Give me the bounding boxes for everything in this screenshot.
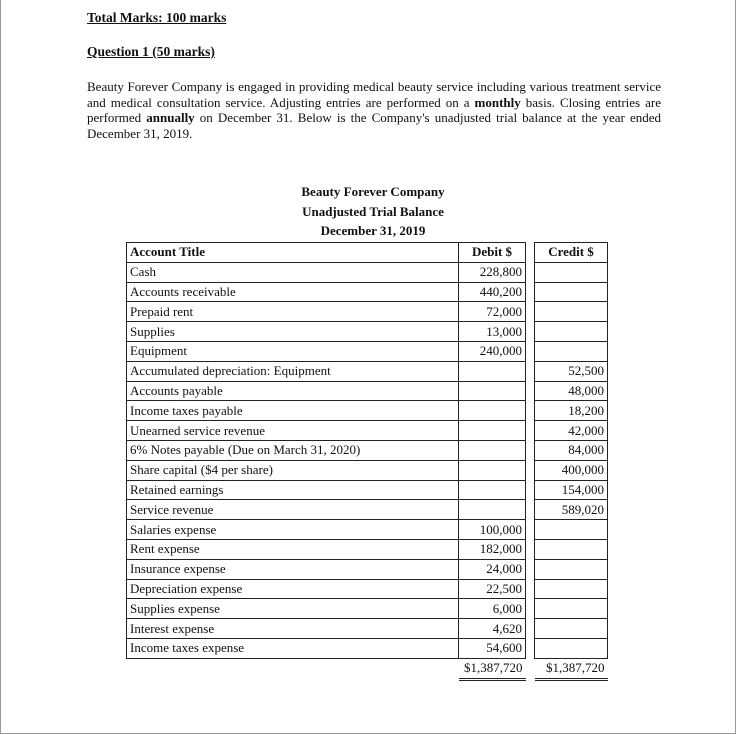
- credit-cell: [535, 579, 608, 599]
- table-row: [127, 421, 608, 441]
- intro-bold-annually: annually: [146, 110, 195, 125]
- column-gap: [526, 421, 535, 441]
- debit-cell: [459, 500, 526, 520]
- debit-cell: 22,500: [459, 579, 526, 599]
- column-gap: [526, 559, 535, 579]
- header-account-title: Account Title: [127, 243, 459, 263]
- credit-cell: [535, 302, 608, 322]
- credit-cell: [535, 282, 608, 302]
- totals-label-cell: [127, 658, 459, 679]
- table-row: [127, 579, 608, 599]
- table-row: [127, 559, 608, 579]
- debit-cell: [459, 440, 526, 460]
- account-title-cell: Supplies expense: [127, 599, 459, 619]
- column-gap: [526, 579, 535, 599]
- column-gap: [526, 658, 535, 679]
- column-gap: [526, 282, 535, 302]
- table-row: [127, 599, 608, 619]
- intro-text-1: Beauty Forever Company is engaged in providing medical beauty service including various treatment service and medical consultation service. Adjusting entries are performed on a: [87, 79, 661, 110]
- column-gap: [526, 361, 535, 381]
- table-row: [127, 480, 608, 500]
- debit-cell: 4,620: [459, 619, 526, 639]
- column-gap: [526, 480, 535, 500]
- account-title-cell: Accounts receivable: [127, 282, 459, 302]
- account-title-cell: Prepaid rent: [127, 302, 459, 322]
- credit-cell: [535, 619, 608, 639]
- debit-cell: [459, 401, 526, 421]
- caption-date: December 31, 2019: [320, 223, 426, 238]
- account-title-cell: 6% Notes payable (Due on March 31, 2020): [127, 440, 459, 460]
- intro-paragraph: [87, 79, 661, 141]
- account-title-cell: Cash: [127, 262, 459, 282]
- debit-cell: 72,000: [459, 302, 526, 322]
- column-gap: [526, 262, 535, 282]
- account-title-cell: Service revenue: [127, 500, 459, 520]
- debit-cell: [459, 460, 526, 480]
- question-heading: Question 1 (50 marks): [87, 44, 215, 59]
- table-row: [127, 381, 608, 401]
- debit-cell: 240,000: [459, 341, 526, 361]
- column-gap: [526, 243, 535, 263]
- account-title-cell: Accounts payable: [127, 381, 459, 401]
- debit-cell: [459, 361, 526, 381]
- credit-cell: [535, 322, 608, 342]
- account-title-cell: Accumulated depreciation: Equipment: [127, 361, 459, 381]
- table-row: [127, 282, 608, 302]
- account-title-cell: Interest expense: [127, 619, 459, 639]
- account-title-cell: Salaries expense: [127, 520, 459, 540]
- caption-statement: Unadjusted Trial Balance: [302, 204, 444, 219]
- table-row: [127, 361, 608, 381]
- intro-text-3: on December 31. Below is the Company's unadjusted trial balance at the year ended December 31, 2019.: [87, 110, 662, 141]
- total-debit: $1,387,720: [459, 658, 526, 679]
- column-gap: [526, 638, 535, 658]
- credit-cell: 52,500: [535, 361, 608, 381]
- intro-text-2: basis. Closing entries are performed: [87, 94, 661, 125]
- table-row: [127, 638, 608, 658]
- debit-cell: [459, 421, 526, 441]
- credit-cell: [535, 599, 608, 619]
- table-row: [127, 262, 608, 282]
- credit-cell: 400,000: [535, 460, 608, 480]
- debit-cell: 440,200: [459, 282, 526, 302]
- credit-cell: 48,000: [535, 381, 608, 401]
- caption-company: Beauty Forever Company: [301, 184, 445, 199]
- total-marks-heading: Total Marks: 100 marks: [87, 10, 227, 25]
- debit-cell: [459, 381, 526, 401]
- credit-cell: [535, 341, 608, 361]
- account-title-cell: Rent expense: [127, 539, 459, 559]
- column-gap: [526, 401, 535, 421]
- table-row: [127, 322, 608, 342]
- intro-bold-monthly: monthly: [474, 94, 521, 110]
- header-credit: Credit $: [535, 243, 608, 263]
- column-gap: [526, 440, 535, 460]
- account-title-cell: Depreciation expense: [127, 579, 459, 599]
- column-gap: [526, 520, 535, 540]
- credit-cell: [535, 520, 608, 540]
- debit-cell: [459, 480, 526, 500]
- account-title-cell: Equipment: [127, 341, 459, 361]
- account-title-cell: Income taxes payable: [127, 401, 459, 421]
- table-row: [127, 302, 608, 322]
- credit-cell: [535, 539, 608, 559]
- column-gap: [526, 302, 535, 322]
- column-gap: [526, 500, 535, 520]
- column-gap: [526, 619, 535, 639]
- debit-cell: 182,000: [459, 539, 526, 559]
- debit-cell: 228,800: [459, 262, 526, 282]
- column-gap: [526, 599, 535, 619]
- credit-cell: 589,020: [535, 500, 608, 520]
- column-gap: [526, 322, 535, 342]
- table-row: [127, 619, 608, 639]
- credit-cell: 18,200: [535, 401, 608, 421]
- table-row: [127, 401, 608, 421]
- totals-row: [127, 658, 608, 679]
- table-row: [127, 440, 608, 460]
- table-row: [127, 460, 608, 480]
- credit-cell: 42,000: [535, 421, 608, 441]
- debit-cell: 54,600: [459, 638, 526, 658]
- column-gap: [526, 341, 535, 361]
- credit-cell: [535, 638, 608, 658]
- account-title-cell: Income taxes expense: [127, 638, 459, 658]
- debit-cell: 13,000: [459, 322, 526, 342]
- trial-balance-table: [126, 242, 608, 681]
- column-gap: [526, 539, 535, 559]
- column-gap: [526, 381, 535, 401]
- account-title-cell: Unearned service revenue: [127, 421, 459, 441]
- table-row: [127, 341, 608, 361]
- account-title-cell: Insurance expense: [127, 559, 459, 579]
- table-row: [127, 520, 608, 540]
- table-row: [127, 539, 608, 559]
- credit-cell: [535, 262, 608, 282]
- credit-cell: 154,000: [535, 480, 608, 500]
- table-row: [127, 500, 608, 520]
- account-title-cell: Share capital ($4 per share): [127, 460, 459, 480]
- account-title-cell: Retained earnings: [127, 480, 459, 500]
- credit-cell: [535, 559, 608, 579]
- debit-cell: 6,000: [459, 599, 526, 619]
- column-gap: [526, 460, 535, 480]
- header-debit: Debit $: [459, 243, 526, 263]
- table-header-row: [127, 243, 608, 263]
- total-credit: $1,387,720: [535, 658, 608, 679]
- account-title-cell: Supplies: [127, 322, 459, 342]
- debit-cell: 100,000: [459, 520, 526, 540]
- table-body: [127, 262, 608, 679]
- credit-cell: 84,000: [535, 440, 608, 460]
- debit-cell: 24,000: [459, 559, 526, 579]
